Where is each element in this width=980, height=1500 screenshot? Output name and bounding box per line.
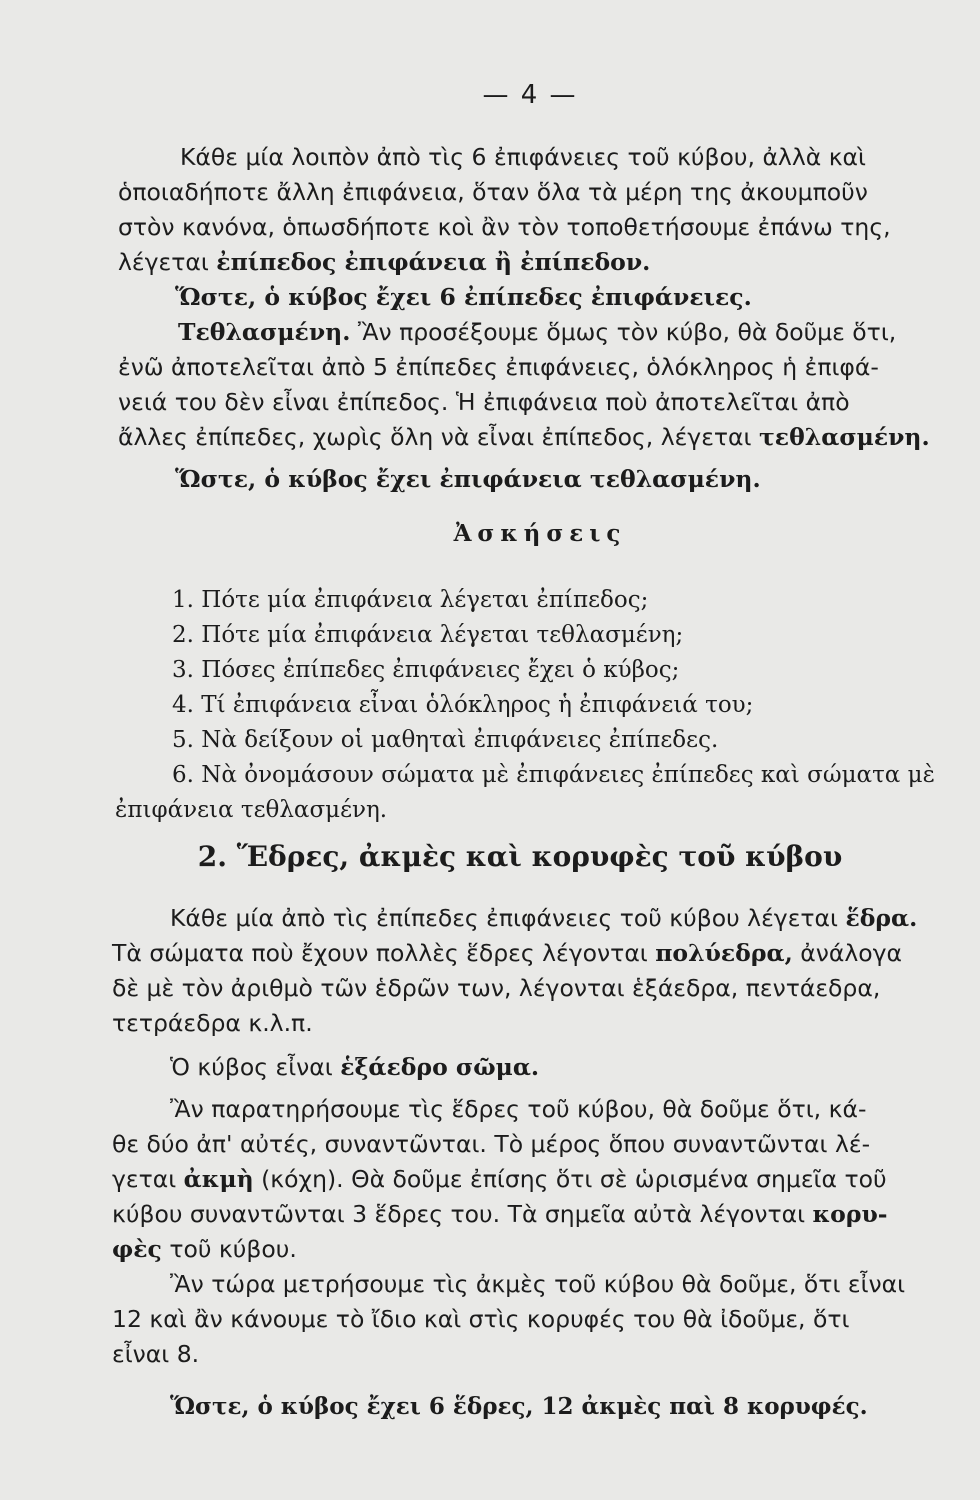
exercise-2: 2. Πότε μία ἐπιφάνεια λέγεται τεθλασμένη; bbox=[172, 622, 684, 648]
intro-line-3: στὸν κανόνα, ὁπωσδήποτε κοὶ ἂν τὸν τοποθετήσουμε ἐπάνω της, bbox=[118, 213, 891, 241]
intro-conclusion-flat: Ὥστε, ὁ κύβος ἔχει 6 ἐπίπεδες ἐπιφάνειες. bbox=[175, 283, 752, 311]
section-line-8: γεται ἀκμὴ (κόχη). Θὰ δοῦμε ἐπίσης ὅτι σὲ ὡρισμένα σημεῖα τοῦ bbox=[112, 1165, 887, 1193]
exercise-1: 1. Πότε μία ἐπιφάνεια λέγεται ἐπίπεδος; bbox=[172, 587, 649, 613]
section-line-4: τετράεδρα κ.λ.π. bbox=[112, 1009, 313, 1037]
section-heading: 2. Ἕδρες, ἀκμὲς καὶ κορυφὲς τοῦ κύβου bbox=[197, 840, 843, 873]
exercises-heading: Ἀσκήσεις bbox=[453, 520, 627, 547]
section-line-1: Κάθε μία ἀπὸ τὶς ἐπίπεδες ἐπιφάνειες τοῦ κύβου λέγεται ἕδρα. bbox=[170, 904, 918, 932]
section-line-12: 12 καὶ ἂν κάνουμε τὸ ἴδιο καὶ στὶς κορυφές του θὰ ἰδοῦμε, ὅτι bbox=[112, 1305, 850, 1333]
section-line-9: κύβου συναντῶνται 3 ἕδρες του. Τὰ σημεῖα αὐτὰ λέγονται κορυ- bbox=[112, 1200, 888, 1228]
exercise-3: 3. Πόσες ἐπίπεδες ἐπιφάνειες ἔχει ὁ κύβος; bbox=[172, 657, 680, 683]
term-hexahedron: ἑξάεδρο σῶμα. bbox=[340, 1053, 540, 1081]
exercise-6: 6. Νὰ ὀνομάσουν σώματα μὲ ἐπιφάνειες ἐπίπεδες καὶ σώματα μὲ bbox=[172, 762, 935, 788]
section-line-2: Τὰ σώματα ποὺ ἔχουν πολλὲς ἕδρες λέγονται πολύεδρα, ἀνάλογα bbox=[112, 939, 903, 967]
section-line-11: Ἂν τώρα μετρήσουμε τὶς ἀκμὲς τοῦ κύβου θὰ δοῦμε, ὅτι εἶναι bbox=[170, 1270, 906, 1298]
term-broken: τεθλασμένη. bbox=[758, 423, 930, 451]
term-vertices-end: φὲς bbox=[112, 1235, 162, 1263]
exercise-5: 5. Νὰ δείξουν οἱ μαθηταὶ ἐπιφάνειες ἐπίπεδες. bbox=[172, 727, 719, 753]
section-line-3: δὲ μὲ τὸν ἀριθμὸ τῶν ἑδρῶν των, λέγονται ἑξάεδρα, πεντάεδρα, bbox=[112, 974, 881, 1002]
term-polyhedra: πολύεδρα, bbox=[655, 939, 793, 967]
intro-line-7: ἐνῶ ἀποτελεῖται ἀπὸ 5 ἐπίπεδες ἐπιφάνειες, ὁλόκληρος ἡ ἐπιφά- bbox=[118, 353, 879, 381]
term-flat-surface: ἐπίπεδος ἐπιφάνεια ἢ ἐπίπεδον. bbox=[216, 248, 651, 276]
intro-line-8: νειά του δὲν εἶναι ἐπίπεδος. Ἡ ἐπιφάνεια ποὺ ἀποτελεῖται ἀπὸ bbox=[118, 388, 850, 416]
term-face: ἕδρα. bbox=[845, 904, 918, 932]
intro-line-6: Τεθλασμένη. Ἂν προσέξουμε ὅμως τὸν κύβο, θὰ δοῦμε ὅτι, bbox=[178, 318, 897, 346]
section-line-7: θε δύο ἀπ' αὐτές, συναντῶνται. Τὸ μέρος ὅπου συναντῶνται λέ- bbox=[112, 1130, 871, 1158]
exercise-6-continued: ἐπιφάνεια τεθλασμένη. bbox=[115, 797, 388, 823]
intro-line-1: Κάθε μία λοιπὸν ἀπὸ τὶς 6 ἐπιφάνειες τοῦ κύβου, ἀλλὰ καὶ bbox=[180, 143, 866, 171]
page-number: — 4 — bbox=[482, 80, 578, 110]
section-line-10: φὲς τοῦ κύβου. bbox=[112, 1235, 297, 1263]
intro-conclusion-broken: Ὥστε, ὁ κύβος ἔχει ἐπιφάνεια τεθλασμένη. bbox=[175, 465, 761, 493]
section-line-13: εἶναι 8. bbox=[112, 1340, 200, 1368]
section-line-5: Ὁ κύβος εἶναι ἑξάεδρο σῶμα. bbox=[170, 1053, 540, 1081]
intro-line-4: λέγεται ἐπίπεδος ἐπιφάνεια ἢ ἐπίπεδον. bbox=[118, 248, 651, 276]
intro-line-2: ὁποιαδήποτε ἄλλη ἐπιφάνεια, ὅταν ὅλα τὰ μέρη της ἀκουμποῦν bbox=[118, 178, 868, 206]
exercise-4: 4. Τί ἐπιφάνεια εἶναι ὁλόκληρος ἡ ἐπιφάνειά του; bbox=[172, 692, 754, 718]
intro-line-9: ἄλλες ἐπίπεδες, χωρὶς ὅλη νὰ εἶναι ἐπίπεδος, λέγεται τεθλασμένη. bbox=[118, 423, 930, 451]
term-broken-heading: Τεθλασμένη. bbox=[178, 318, 351, 346]
term-vertices-start: κορυ- bbox=[812, 1200, 888, 1228]
section-conclusion: Ὥστε, ὁ κύβος ἔχει 6 ἕδρες, 12 ἀκμὲς παὶ 8 κορυφές. bbox=[170, 1393, 868, 1420]
term-edge: ἀκμὴ bbox=[183, 1165, 254, 1193]
section-line-6: Ἂν παρατηρήσουμε τὶς ἕδρες τοῦ κύβου, θὰ δοῦμε ὅτι, κά- bbox=[170, 1095, 867, 1123]
